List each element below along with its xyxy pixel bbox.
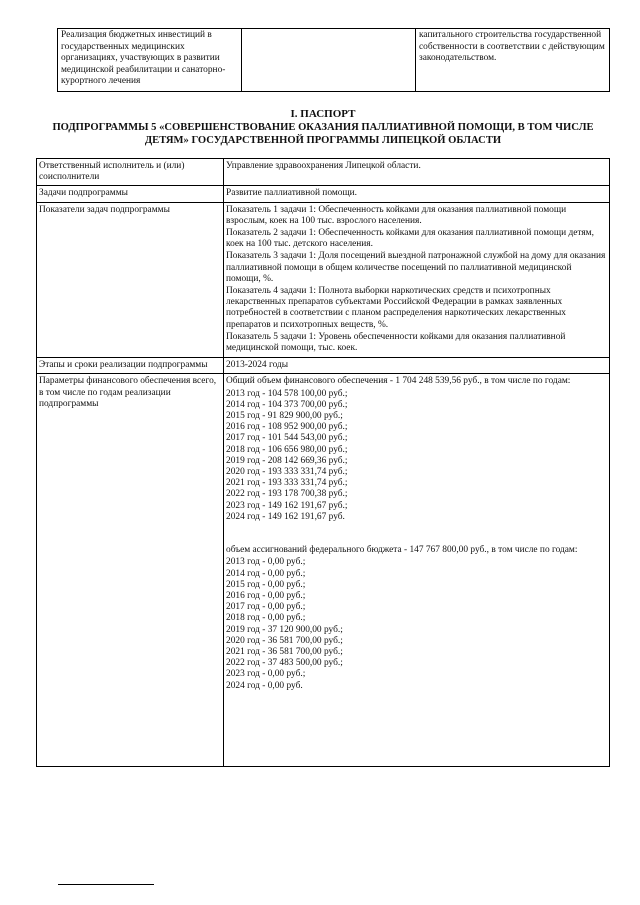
federal-year-line: 2013 год - 0,00 руб.;	[226, 557, 306, 568]
federal-year-line: 2016 год - 0,00 руб.;	[226, 590, 306, 601]
row-value-tasks: Развитие паллиативной помощи.	[224, 186, 610, 202]
indicator-4: Показатель 4 задачи 1: Полнота выборки наркотических средств и психотропных лекарственных препаратов субъектами Российской Федерации в рамках заявленных потребностей в соответствии с планом распределения наркотических лекарственных препаратов и психотропных веществ, %.	[226, 286, 566, 330]
indicator-2: Показатель 2 задачи 1: Обеспеченность койками для оказания паллиативной помощи детям, коек на 100 тыс. детского населения.	[226, 228, 594, 250]
row-value-indicators	[224, 202, 610, 358]
finance-year-line: 2020 год - 193 333 331,74 руб.;	[226, 467, 348, 478]
indicator-1: Показатель 1 задачи 1: Обеспеченность койками для оказания паллиативной помощи взрослым, коек на 100 тыс. взрослого населения.	[226, 204, 567, 226]
spacer	[226, 523, 607, 545]
row-label-indicators: Показатели задач подпрограммы	[37, 202, 224, 358]
row-value-finance	[224, 374, 610, 767]
finance-year-line: 2016 год - 108 952 900,00 руб.;	[226, 422, 348, 433]
federal-year-line: 2015 год - 0,00 руб.;	[226, 579, 306, 590]
federal-year-line: 2023 год - 0,00 руб.;	[226, 669, 306, 680]
federal-year-line: 2018 год - 0,00 руб.;	[226, 613, 306, 624]
row-label-finance: Параметры финансового обеспечения всего, в том числе по годам реализации подпрограммы	[37, 374, 224, 767]
federal-year-line: 2021 год - 36 581 700,00 руб.;	[226, 646, 343, 657]
row-value-executor: Управление здравоохранения Липецкой области.	[224, 159, 610, 186]
federal-year-line: 2020 год - 36 581 700,00 руб.;	[226, 635, 343, 646]
previous-table-fragment	[57, 28, 610, 92]
table-row	[37, 358, 610, 374]
federal-year-line: 2014 год - 0,00 руб.;	[226, 568, 306, 579]
federal-year-line: 2017 год - 0,00 руб.;	[226, 602, 306, 613]
row-label-executor: Ответственный исполнитель и (или) соисполнители	[37, 159, 224, 186]
finance-year-line: 2015 год - 91 829 900,00 руб.;	[226, 411, 343, 422]
row-value-stages: 2013-2024 годы	[224, 358, 610, 374]
top-cell-middle	[242, 29, 416, 92]
footnote-divider	[58, 884, 154, 885]
table-row	[37, 202, 610, 358]
passport-table	[36, 158, 610, 767]
row-label-stages: Этапы и сроки реализации подпрограммы	[37, 358, 224, 374]
finance-year-line: 2023 год - 149 162 191,67 руб.;	[226, 500, 348, 511]
finance-year-line: 2021 год - 193 333 331,74 руб.;	[226, 478, 348, 489]
finance-federal-intro: объем ассигнований федерального бюджета - 147 767 800,00 руб., в том числе по годам:	[226, 545, 578, 556]
federal-year-line: 2022 год - 37 483 500,00 руб.;	[226, 658, 343, 669]
heading-line-3: ДЕТЯМ» ГОСУДАРСТВЕННОЙ ПРОГРАММЫ ЛИПЕЦКОЙ ОБЛАСТИ	[144, 135, 502, 146]
heading-line-2: ПОДПРОГРАММЫ 5 «СОВЕРШЕНСТВОВАНИЕ ОКАЗАНИЯ ПАЛЛИАТИВНОЙ ПОМОЩИ, В ТОМ ЧИСЛЕ	[52, 122, 594, 133]
finance-year-line: 2022 год - 193 178 700,38 руб.;	[226, 489, 348, 500]
table-row	[37, 374, 610, 767]
finance-year-line: 2013 год - 104 578 100,00 руб.;	[226, 388, 348, 399]
finance-year-line: 2014 год - 104 373 700,00 руб.;	[226, 399, 348, 410]
finance-year-line: 2017 год - 101 544 543,00 руб.;	[226, 433, 348, 444]
finance-total-intro: Общий объем финансового обеспечения - 1 704 248 539,56 руб., в том числе по годам:	[226, 376, 571, 387]
finance-total-years	[226, 389, 607, 523]
indicator-5: Показатель 5 задачи 1: Уровень обеспеченности койками для оказания паллиативной медицинской помощи, тыс. коек.	[226, 331, 566, 354]
indicator-3: Показатель 3 задачи 1: Доля посещений выездной патронажной службой на дому для оказания паллиативной помощи в общем количестве посещений по паллиативной медицинской помощи, %.	[226, 251, 606, 284]
federal-year-line: 2024 год - 0,00 руб.	[226, 680, 303, 691]
table-row	[37, 186, 610, 202]
table-row	[37, 159, 610, 186]
finance-year-line: 2024 год - 149 162 191,67 руб.	[226, 511, 345, 522]
table-row	[58, 29, 610, 92]
passport-heading	[36, 108, 610, 147]
heading-line-1: I. ПАСПОРТ	[290, 108, 356, 120]
finance-year-line: 2019 год - 208 142 669,36 руб.;	[226, 455, 348, 466]
finance-federal-years	[226, 557, 607, 691]
top-cell-right: капитального строительства государственной собственности в соответствии с действующим законодательством.	[416, 29, 610, 92]
top-cell-left: Реализация бюджетных инвестиций в государственных медицинских организациях, участвующих в развитии медицинской реабилитации и санаторно-курортного лечения	[58, 29, 242, 92]
row-label-tasks: Задачи подпрограммы	[37, 186, 224, 202]
finance-year-line: 2018 год - 106 656 980,00 руб.;	[226, 444, 348, 455]
federal-year-line: 2019 год - 37 120 900,00 руб.;	[226, 624, 343, 635]
